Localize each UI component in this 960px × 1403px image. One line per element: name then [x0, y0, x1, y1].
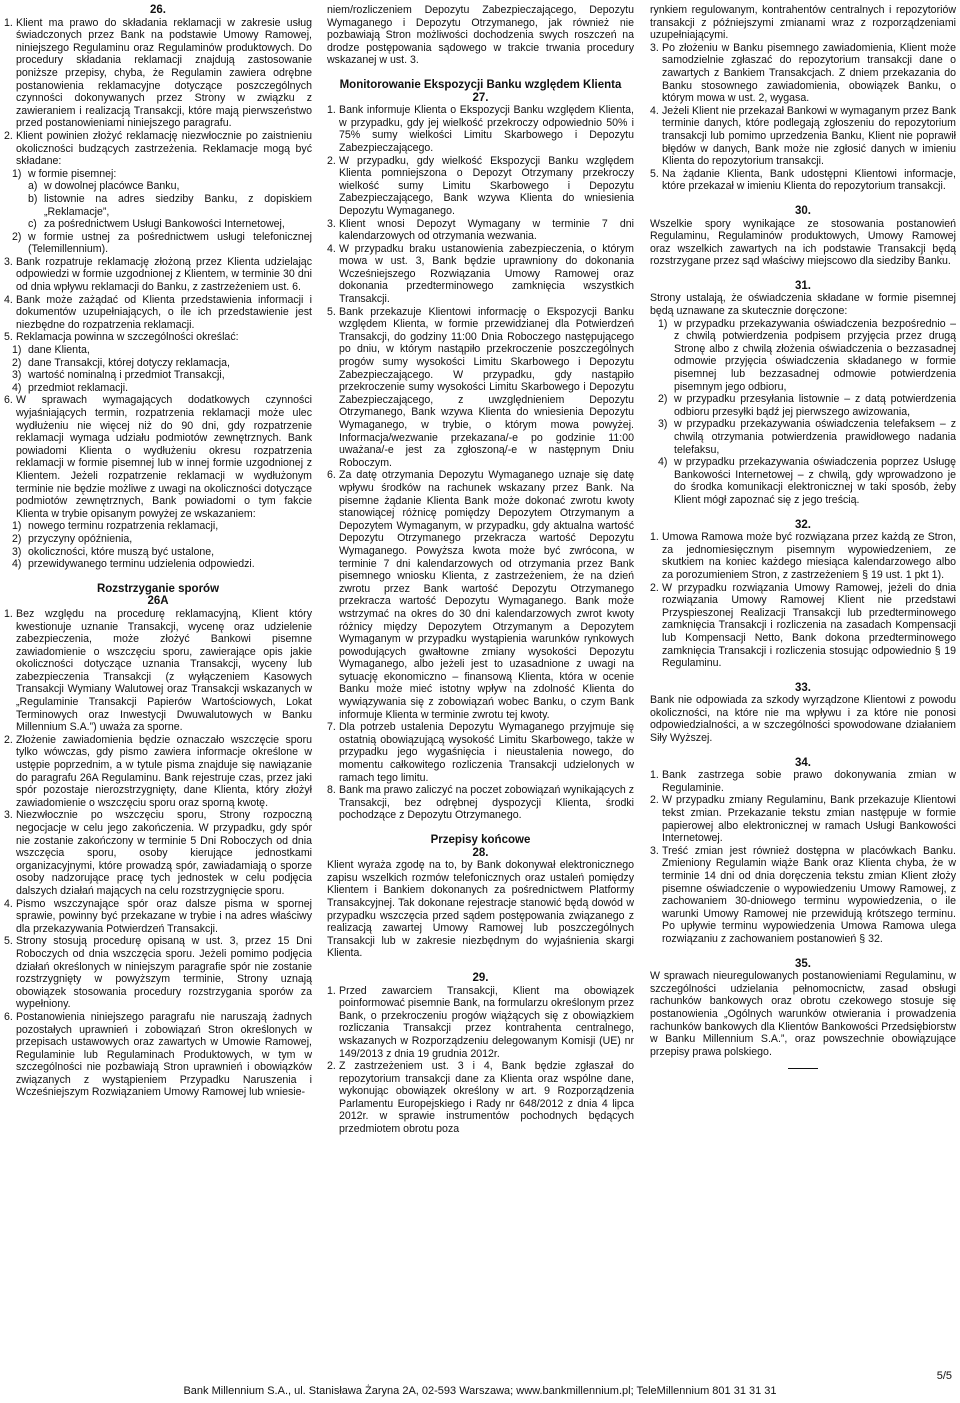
clause-number: 8. — [327, 784, 336, 797]
clause-text: Bank ma prawo zaliczyć na poczet zobowiązań wynikających z Transakcji, bez odrębnej dyspozycji Klienta, środki pochodzące z Depozytu Otrzymanego. — [339, 784, 634, 822]
section-number: 33. — [795, 681, 811, 694]
section-number: 26. — [150, 4, 166, 16]
clause-number: 4) — [12, 381, 22, 394]
clause-text: Niezwłocznie po wszczęciu sporu, Strony rozpoczną negocjacje w celu jego zakończenia. W przypadku, gdy spór nie zostanie zakończony w terminie 5 Dni Roboczych od dnia wszczęcia sporu, osoby kierujące jednostkami organizacyjnymi, które prowadzą spór, zawiadamiają o sporze osoby nadzorujące pracę tych jednostek w celu podjęcia dalszych działań mających na celu rozstrzygnięcie sporu. — [16, 809, 312, 897]
sub-clause — [658, 318, 956, 394]
section-heading: Monitorowanie Ekspozycji Banku względem Klienta — [339, 78, 622, 91]
spacer — [327, 67, 634, 79]
spacer — [650, 507, 956, 519]
sub-clause — [12, 369, 312, 382]
numbered-clause — [650, 531, 956, 581]
numbered-clause — [650, 845, 956, 946]
clause-text: w dowolnej placówce Banku, — [44, 180, 180, 193]
sub-clause — [12, 382, 312, 395]
section-number: 32. — [795, 518, 811, 531]
column-middle — [327, 4, 634, 1136]
sub-clause — [12, 344, 312, 357]
clause-number: 3. — [4, 255, 13, 268]
numbered-clause — [327, 243, 634, 306]
clause-text: Bez względu na procedurę reklamacyjną, Klient który kwestionuje uznanie Transakcji, wycenę oraz udzielenie zabezpieczenia, może złożyć Bankowi pisemne zawiadomienie o wszczęciu sporu, zawierające opis jakie okoliczności dotyczące uznania Transakcji, wyceny lub zabezpieczenia Transakcji (z wyłączeniem Kasowych Transakcji Wymiany Walutowej oraz Transakcji wskazanych w „Regulaminie Transakcji Papierów Wartościowych, Lokat Terminowych oraz Inwestycji Dwuwalutowych w Banku Millennium S.A.”) uważa za spornе. — [16, 607, 312, 734]
column-right — [650, 4, 956, 1069]
clause-number: 1. — [650, 531, 659, 544]
clause-text: w przypadku przesyłania listownie – z datą potwierdzenia odbioru przesyłki bądź jej pierwszego awizowania, — [674, 393, 956, 418]
clause-text: Klient powinien złożyć reklamację niezwłocznie po zaistnieniu okoliczności budzących zastrzeżenia. Reklamacje mogą być składane: — [16, 129, 312, 168]
clause-number: 5. — [327, 305, 336, 318]
sub-clause — [12, 533, 312, 546]
paragraph: Klient wyraża zgodę na to, by Bank dokonywał elektronicznego zapisu wszelkich rozmów telefonicznych oraz ustaleń pomiędzy Klientem i Bankiem dokonanych za pośrednictwem Platformy Transakcyjnej. Tak dokonane rejestracje stanowić będą dowód w przypadku wszczęcia przed sądem postępowania związanego z realizacją zawartej Umowy Ramowej lub poszczególnych Transakcji lub w zakresie niezbędnym do wyjaśnienia skargi Klienta. — [327, 859, 634, 960]
clause-text: Reklamacja powinna w szczególności określać: — [16, 331, 239, 344]
clause-number: 7. — [327, 721, 336, 734]
clause-text: listownie na adres siedziby Banku, z dopiskiem „Reklamacje”, — [44, 192, 312, 218]
clause-text: Jeżeli Klient nie przekazał Bankowi w wymaganym przez Bank terminie danych, które podlegają zgłoszeniu do repozytorium transakcji lub pomimo uprzedzenia Banku, Klient nie poprawił błędów w danych, Bank może nie zgłosić danych w imieniu Klienta do repozytorium transakcji. — [662, 104, 956, 168]
clause-number: 5. — [4, 935, 13, 948]
clause-number: 4. — [650, 104, 659, 117]
clause-number: 2) — [12, 356, 22, 369]
paragraph: Wszelkie spory wynikające ze stosowania postanowień Regulaminu, Regulaminów produktowych, Umowy Ramowej oraz wszelkich zawartych na ich podstawie Transakcji będą rozstrzygane przez sąd właściwy miejscowo dla siedziby Banku. — [650, 217, 956, 268]
clause-number: b) — [28, 192, 38, 205]
section-number: 28. — [472, 846, 489, 859]
section-number: 29. — [472, 971, 489, 984]
sub-clause — [658, 456, 956, 506]
clause-number: a) — [28, 180, 38, 193]
paragraph: niem/rozliczeniem Depozytu Zabezpieczającego, Depozytu Wymaganego i Depozytu Otrzymanego, jak również nie pozbawiają Stron możliwości dochodzenia swych roszczeń na drodze postępowania sądowego w trakcie trwania procedury wskazanej w ust. 3. — [327, 4, 634, 67]
sub-clause — [12, 231, 312, 256]
clause-text: W przypadku rozwiązania Umowy Ramowej, jeżeli do dnia rozwiązania Umowy Ramowej Klient nie przedstawi Przyspieszonej Realizacji Transakcji lub przedterminowego zamknięcia Transakcji i rozliczenia na zasadach Kompensacji lub Kompensacji Netto, Bank dokona przedterminowego zamknięcia Transakcji i rozliczenia stosując odpowiednio § 19 Regulaminu. — [662, 581, 956, 670]
clause-text: Złożenie zawiadomienia będzie oznaczało wszczęcie sporu tylko wówczas, gdy pismo zawiera informacje określone w ustępie poprzednim, a w tytule pisma znajduje się nawiązanie do paragrafu 26A Regulaminu. Bank rejestruje czas, przez jaki spór pozostaje nierozstrzygnięty, dane Klienta, który złożył zawiadomienie o wszczęciu sporu oraz sporną kwotę. — [16, 733, 312, 809]
clause-number: 1) — [12, 167, 22, 180]
clause-text: nowego terminu rozpatrzenia reklamacji, — [28, 520, 219, 533]
section-heading: Rozstrzyganie sporów — [96, 582, 220, 595]
clause-number: 3. — [4, 809, 13, 822]
clause-text: Postanowienia niniejszego paragrafu nie naruszają żadnych pozostałych uprawnień i zobowiązań Stron określonych w przepisach ustawowych oraz zawartych w Umowie Ramowej, Regulaminie lub Regulaminach Produktowych, w tym w szczególności nie pozbawiają Stron uprawnień i obowiązków związanych z wystąpieniem Przypadku Naruszenia i Wcześniejszym Rozwiązaniem Umowy Ramowej lub wniesie- — [16, 1010, 312, 1099]
spacer — [650, 193, 956, 205]
clause-number: 2. — [650, 794, 659, 807]
sub-clause — [12, 520, 312, 533]
clause-text: przedmiot reklamacji. — [28, 381, 129, 394]
numbered-clause — [327, 469, 634, 721]
clause-text: Po złożeniu w Banku pisemnego zawiadomienia, Klient może samodzielnie zgłaszać do repozytorium transakcji dane o zawartych z Bankiem Transakcjach. Z dniem przekazania do Banku stosownego zawiadomienia, obowiązek Banku, o którym mowa w ust. 2, wygasa. — [662, 41, 956, 105]
clause-text: Z zastrzeżeniem ust. 3 i 4, Bank będzie zgłaszał do repozytorium transakcji dane za Klienta oraz wspólne dane, wykonując obowiązek określony w art. 9 Rozporządzenia Parlamentu Europejskiego i Rady nr 648/2012 z dnia 4 lipca 2012r. w sprawie instrumentów pochodnych będących przedmiotem obrotu poza — [339, 1060, 634, 1136]
clause-text: wartość nominalną i przedmiot Transakcji, — [28, 369, 225, 382]
clause-text: przewidywanego terminu udzielenia odpowiedzi. — [28, 558, 255, 571]
clause-text: w przypadku przekazywania oświadczenia poprzez Usługę Bankowości Internetowej – z chwilą, gdy wprowadzono je do środka komunikacji elektronicznej w taki sposób, żeby Klient mógł zapoznać się z jego treścią. — [674, 456, 956, 506]
sub-clause — [12, 357, 312, 370]
clause-text: Klient ma prawo do składania reklamacji w zakresie usług świadczonych przez Bank na podstawie Umowy Ramowej, niniejszego Regulaminu oraz Regulaminów produktowych. Do procedury składania reklamacji znajdują zastosowanie poniższe przepisy, chyba, że Regulamin zawiera odrębne postanowienia reklamacyjne dotyczące poszczególnych czynności dokonywanych przez Strony w związku z zawieraniem i realizacją Transakcji, które mają pierwszeństwo przed postanowieniami niniejszego paragrafu. — [16, 16, 312, 130]
clause-text: Bank przekazuje Klientowi informację o Ekspozycji Banku względem Klienta, w formie przewidzianej dla Potwierdzeń Transakcji, do godziny 11:00 Dnia Roboczego następującego po dniu, w którym nastąpiło przekroczenie poszczególnych progów sumy wysokości Limitu Skarbowego i Depozytu Zabezpieczającego. W przypadku, gdy nastąpiło przekroczenie sumy wysokości Limitu Skarbowego i Depozytu Zabezpieczającego, z uwzględnieniem Depozytu Otrzymanego, Bank wzywa Klienta do wniesienia Depozytu Wymaganego, w trybie, o którym mowa powyżej. Informacja/wezwanie przekazana/-e po godzinie 11:00 uważana/-e jest za zgłoszoną/-e w następnym Dniu Roboczym. — [339, 305, 634, 469]
clause-number: 2. — [4, 733, 13, 746]
sub-clause — [12, 546, 312, 559]
clause-number: 3. — [327, 217, 336, 230]
clause-text: Bank informuje Klienta o Ekspozycji Banku względem Klienta, w przypadku, gdy jej wielkość przekroczy odpowiednio 50% i 75% sumy wielkości Limitu Skarbowego i Depozytu Zabezpieczającego. — [339, 104, 634, 154]
clause-number: 3) — [12, 545, 22, 558]
clause-text: za pośrednictwem Usługi Bankowości Internetowej, — [44, 218, 285, 231]
numbered-clause — [4, 394, 312, 520]
sub-clause — [28, 193, 312, 218]
spacer — [327, 822, 634, 834]
numbered-clause — [650, 42, 956, 105]
numbered-clause — [327, 306, 634, 470]
sub-clause — [28, 180, 312, 193]
column-left — [4, 4, 312, 1099]
sub-clause — [12, 168, 312, 181]
clause-text: Treść zmian jest również dostępna w placówkach Banku. Zmieniony Regulamin wiąże Bank oraz Klienta chyba, że w terminie 14 dni od dnia doręczenia tekstu zmian Klient złoży pisemne oświadczenie o wypowiedzeniu Umowy Ramowej, z zachowaniem 30-dniowego terminu wypowiedzenia, o ile warunki Umowy Ramowej nie przewidują krótszego terminu. Po upływie terminu wypowiedzenia Umowa Ramowa ulega rozwiązaniu z zachowaniem postanowień § 32. — [662, 844, 956, 945]
clause-number: 5. — [650, 167, 659, 180]
numbered-clause — [650, 794, 956, 844]
clause-number: 2) — [12, 532, 22, 545]
sub-clause — [12, 558, 312, 571]
clause-number: 2) — [658, 393, 668, 406]
sub-clause — [658, 418, 956, 456]
clause-text: W przypadku, gdy wielkość Ekspozycji Banku względem Klienta pomniejszona o Depozyt Otrzymany przekroczy wielkość sumy Limitu Skarbowego i Depozytu Zabezpieczającego, Bank wzywa Klienta do wniesienia Depozytu Wymaganego. — [339, 154, 634, 217]
numbered-clause — [4, 935, 312, 1011]
numbered-clause — [327, 155, 634, 218]
spacer — [650, 268, 956, 280]
numbered-clause — [4, 294, 312, 332]
numbered-clause — [327, 985, 634, 1061]
numbered-clause — [4, 331, 312, 344]
clause-number: 3. — [650, 41, 659, 54]
numbered-clause — [650, 582, 956, 670]
numbered-clause — [4, 809, 312, 897]
clause-number: 4) — [658, 456, 668, 469]
clause-text: W przypadku zmiany Regulaminu, Bank przekazuje Klientowi tekst zmian. Przekazanie tekstu zmian następuje w formie papierowej albo elektronicznej w ramach Usługi Bankowości Internetowej. — [662, 794, 956, 845]
clause-text: Za datę otrzymania Depozytu Wymaganego uznaje się datę wpływu środków na rachunek wskazany przez Bank. Na pisemne żądanie Klienta Bank może dokonać zwrotu kwoty stanowiącej różnicę pomiędzy Depozytem Otrzymanym a Depozytem Wymaganym, w przypadku, gdy aktualna wartość Depozytu Otrzymanego przekracza wartość Depozytu Wymaganego. Powyższa kwota może być zwrócona, w terminie 7 dni kalendarzowych od otrzymania przez Bank pisemnego wniosku Klienta, z zastrzeżeniem, że na dzień zwrotu przez Bank wartość Depozytu Otrzymanego przekracza wartość Depozytu Wymaganego. Bank może wstrzymać na okres do 30 dni kalendarzowych zwrot kwoty różnicy między Depozytem Otrzymanym a Depozytem Wymaganym w przypadku wystąpienia warunków rynkowych powodujących gwałtowne zmiany wysokości Depozytu Wymaganego, albo jeżeli jest to uzasadnione z uwagi na sytuację ekonomiczno – finansową Klienta, która w ocenie Banku może mieć istotny wpływ na zdolność Klienta do wywiązywania się z zobowiązań wobec Banku, o czym Bank informuje Klienta w terminie zwrotu tej kwoty. — [339, 469, 634, 721]
clause-number: 6. — [4, 1010, 13, 1023]
paragraph: W sprawach nieuregulowanych postanowieniami Regulaminu, w szczególności udzielania pełnomocnictw, zasad obsługi rachunków bankowych oraz obrotu czekowego stosuje się postanowienia „Ogólnych warunków otwierania i prowadzenia rachunków bankowych dla Klientów Bankowości Przedsiębiorstw w Banku Millennium S.A.”, oraz powszechnie obowiązujące przepisy prawa polskiego. — [650, 970, 956, 1058]
numbered-clause — [327, 721, 634, 784]
spacer — [327, 960, 634, 972]
page-footer: Bank Millennium S.A., ul. Stanisława Żaryna 2A, 02-593 Warszawa; www.bankmillennium.pl; TeleMillennium 801 31 31 31 — [183, 1385, 777, 1397]
clause-number: 1. — [4, 16, 13, 29]
clause-text: Umowa Ramowa może być rozwiązana przez każdą ze Stron, za jednomiesięcznym pisemnym wypowiedzeniem, ze skutkiem na koniec każdego miesiąca kalendarzowego albo za porozumieniem Stron, z zastrzeżeniem § 19 ust. 1 pkt 1). — [662, 531, 956, 581]
clause-number: 2. — [327, 1060, 336, 1073]
numbered-clause — [4, 17, 312, 130]
clause-number: 4. — [4, 293, 13, 306]
clause-number: 4. — [327, 242, 336, 255]
clause-number: 3. — [650, 844, 659, 857]
clause-number: 1. — [327, 104, 336, 117]
numbered-clause — [327, 1060, 634, 1136]
numbered-clause — [4, 256, 312, 294]
clause-number: 2. — [327, 154, 336, 167]
clause-number: 2. — [4, 129, 13, 142]
section-number: 35. — [795, 957, 811, 970]
sub-clause — [658, 393, 956, 418]
clause-number: 3) — [12, 369, 22, 382]
sub-clause — [28, 218, 312, 231]
section-number: 34. — [795, 756, 811, 769]
numbered-clause — [4, 608, 312, 734]
clause-text: dane Klienta, — [28, 344, 90, 357]
clause-number: 3) — [658, 418, 668, 431]
clause-text: Bank zastrzega sobie prawo dokonywania zmian w Regulaminie. — [662, 769, 956, 794]
numbered-clause — [4, 734, 312, 810]
clause-number: 5. — [4, 331, 13, 344]
clause-number: 2) — [12, 230, 22, 243]
clause-text: Klient wnosi Depozyt Wymagany w terminie 7 dni kalendarzowych od otrzymania wezwania. — [339, 217, 634, 243]
clause-text: Bank rozpatruje reklamację złożoną przez Klienta udzielając odpowiedzi w formie uzgodnionej z Klientem, w terminie 30 dni od dnia wpływu reklamacji do Banku, z zastrzeżeniem ust. 6. — [16, 255, 312, 294]
clause-number: 6. — [327, 469, 336, 482]
numbered-clause — [4, 1011, 312, 1099]
spacer — [650, 670, 956, 682]
clause-text: okoliczności, które muszą być ustalone, — [28, 545, 215, 558]
page-number: 5/5 — [936, 1370, 952, 1382]
paragraph: Bank nie odpowiada za szkody wyrządzone Klientowi z powodu okoliczności, na które nie ma wpływu i za które nie ponosi odpowiedzialności, a w szczególności spowodowane działaniem Siły Wyższej. — [650, 694, 956, 745]
clause-text: W przypadku braku ustanowienia zabezpieczenia, o którym mowa w ust. 3, Bank będzie uprawniony do dokonania Wcześniejszego Rozwiązania Umowy Ramowej oraz dokonania przedterminowego zamknięcia wszystkich Transakcji. — [339, 242, 634, 306]
clause-number: 1) — [12, 520, 22, 533]
clause-number: 1) — [658, 317, 668, 330]
clause-text: w formie ustnej za pośrednictwem usługi telefonicznej (Telemillennium). — [28, 230, 312, 256]
spacer — [650, 745, 956, 757]
clause-number: c) — [28, 218, 37, 231]
paragraph: rynkiem regulowanym, kontrahentów centralnych i repozytoriów transakcji z późniejszymi zmianami wraz z rozporządzeniami uzupełniającymi. — [650, 4, 956, 42]
clause-text: Bank może zażądać od Klienta przedstawienia informacji i dokumentów uzupełniających, o ile ich przedstawienie jest niezbędne do rozpatrzenia reklamacji. — [16, 293, 312, 331]
clause-number: 1) — [12, 344, 22, 357]
numbered-clause — [650, 168, 956, 193]
clause-text: Dla potrzeb ustalenia Depozytu Wymaganego przyjmuje się ostatnią obowiązującą wysokość Limitu Skarbowego, także w przypadku jego wygaśnięcia i nieustalenia nowego, do momentu całkowitego rozliczenia Transakcji udzielonych w ramach tego limitu. — [339, 721, 634, 784]
numbered-clause — [327, 218, 634, 243]
numbered-clause — [327, 104, 634, 154]
spacer — [650, 946, 956, 958]
numbered-clause — [650, 769, 956, 794]
clause-text: w formie pisemnej: — [28, 167, 117, 180]
clause-number: 2. — [650, 581, 659, 594]
section-number: 31. — [795, 279, 811, 292]
clause-text: Strony stosują procedurę opisaną w ust. 3, przez 15 Dni Roboczych od dnia wszczęcia sporu. Jeżeli pomimo podjęcia działań określonych w niniejszym paragrafie spór nie zostanie rozstrzygnięty w powyższym terminie, Strony uznają obowiązek stosowania procedury rozstrzygania sporów za wypełniony. — [16, 935, 312, 1011]
clause-number: 1. — [650, 769, 659, 782]
clause-text: Na żądanie Klienta, Bank udostępni Klientowi informacje, które przekazał w imieniu Klienta do repozytorium transakcji. — [662, 167, 956, 193]
numbered-clause — [4, 898, 312, 936]
clause-text: W sprawach wymagających dodatkowych czynności wyjaśniających termin, rozpatrzenia reklamacji może ulec wydłużeniu nie więcej niż do 90 dni, gdy rozpatrzenie reklamacji wymaga udziału podmiotów zewnętrznych. Bank powiadomi Klienta o wydłużeniu okresu rozpatrzenia reklamacji w formie pisemnej lub w innej formie uzgodnionej z Klientem. Jeżeli rozpatrzenie reklamacji w wydłużonym terminie nie będzie możliwe z uwagi na okoliczności dotyczące podmiotów zewnętrznych, Bank powiadomi o tym fakcie Klienta w trybie opisanym powyżej ze wskazaniem: — [16, 394, 312, 520]
section-number: 30. — [795, 204, 811, 217]
clause-number: 4. — [4, 897, 13, 910]
paragraph: Strony ustalają, że oświadczenia składane w formie pisemnej będą uznawane za skutecznie doręczone: — [650, 292, 956, 318]
clause-number: 1. — [327, 984, 336, 997]
clause-text: przyczyny opóźnienia, — [28, 532, 133, 545]
numbered-clause — [327, 784, 634, 822]
clause-text: dane Transakcji, której dotyczy reklamacja, — [28, 356, 230, 369]
clause-text: w przypadku przekazywania oświadczenia bezpośrednio – z chwilą potwierdzenia podpisem przyjęcia przez drugą Stronę albo z chwilą złożenia oświadczenia o bezzasadnej odmowie przyjęcia oświadczenia składanego w formie pisemnej lub bezzasadnej odmowie potwierdzenia pisemnym jego odbioru, — [674, 317, 956, 393]
spacer — [4, 571, 312, 583]
end-rule — [788, 1068, 818, 1069]
section-number: 26A — [147, 595, 169, 608]
clause-text: w przypadku przekazywania oświadczenia telefaksem – z chwilą otrzymania potwierdzenia prawidłowego nadania telefaksu, — [674, 418, 956, 456]
clause-number: 1. — [4, 607, 13, 620]
numbered-clause — [4, 130, 312, 168]
clause-text: Pismo wszczynające spór oraz dalsze pisma w spornej sprawie, powinny być przekazane w trybie i na adres właściwy dla przekazywania Potwierdzeń Transakcji. — [16, 897, 312, 935]
clause-number: 6. — [4, 394, 13, 407]
clause-text: Przed zawarciem Transakcji, Klient ma obowiązek poinformować pisemnie Bank, na formularzu określonym przez Bank, o przekroczeniu progów wiążących się z obowiązkiem rozliczania Transakcji przez kontrahenta centralnego, wskazanych w Rozporządzeniu delegowanym Komisji (UE) nr 149/2013 z dnia 19 grudnia 2012r. — [339, 984, 634, 1060]
clause-number: 4) — [12, 558, 22, 571]
section-number: 27. — [472, 91, 489, 104]
section-heading: Przepisy końcowe — [430, 834, 531, 846]
numbered-clause — [650, 105, 956, 168]
